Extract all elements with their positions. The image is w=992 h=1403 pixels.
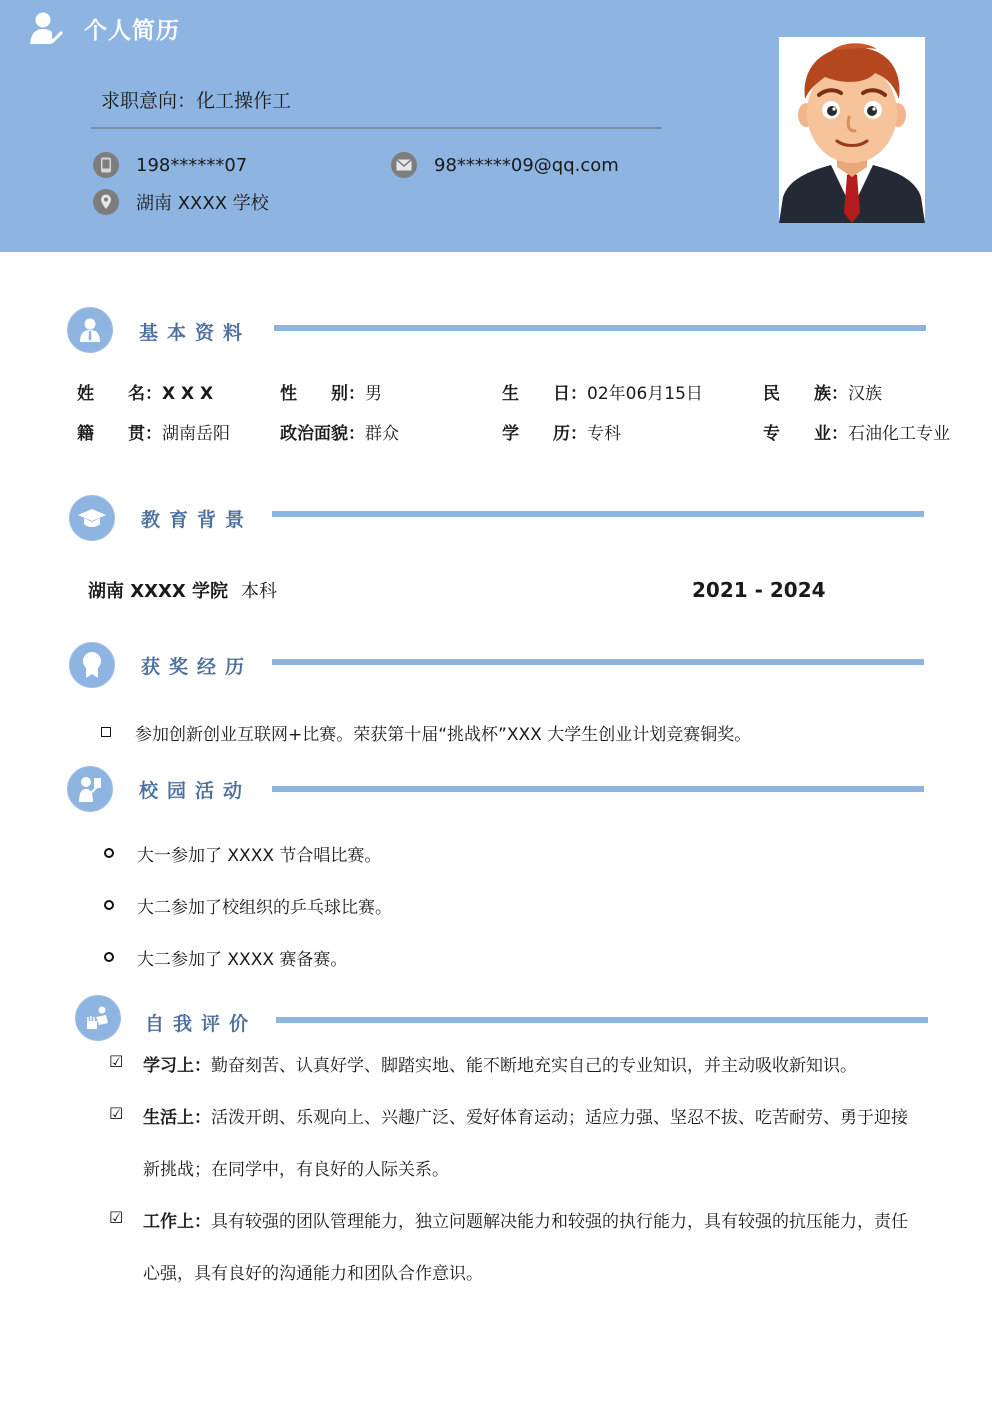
phone-icon xyxy=(93,152,119,178)
location-row xyxy=(93,189,269,215)
resume-title: 个人简历 xyxy=(84,17,180,44)
self-eval-label: 学习上： xyxy=(143,1056,211,1076)
info-label: 学 历： xyxy=(502,424,587,444)
info-value: 石油化工专业 xyxy=(848,424,950,444)
info-ethnicity xyxy=(763,379,882,404)
info-value: X X X xyxy=(162,384,214,404)
self-eval-item xyxy=(143,1103,908,1128)
basic-info-divider xyxy=(274,325,926,331)
profile-photo xyxy=(779,37,925,223)
info-label: 民 族： xyxy=(763,384,848,404)
info-label: 政治面貌： xyxy=(280,424,365,444)
circle-bullet xyxy=(104,848,114,858)
info-value: 湖南岳阳 xyxy=(162,424,230,444)
info-label: 性 别： xyxy=(280,384,365,404)
objective-divider xyxy=(91,127,662,129)
location-pin-icon xyxy=(93,189,119,215)
education-title: 教育背景 xyxy=(141,509,254,531)
job-objective: 求职意向：化工操作工 xyxy=(101,90,292,112)
self-eval-divider xyxy=(276,1017,928,1023)
info-value: 群众 xyxy=(365,424,399,444)
email-address: 98******09@qq.com xyxy=(434,154,619,176)
self-eval-label: 生活上： xyxy=(143,1108,211,1128)
basic-info-title: 基本资料 xyxy=(139,322,252,344)
info-hometown xyxy=(77,419,230,444)
info-label: 籍 贯： xyxy=(77,424,162,444)
info-education-level xyxy=(502,419,621,444)
awards-icon xyxy=(69,642,115,688)
campus-item: 大二参加了 XXXX 赛备赛。 xyxy=(137,950,348,970)
circle-bullet xyxy=(104,952,114,962)
brand xyxy=(28,10,180,46)
awards-divider xyxy=(272,659,924,665)
school-name: 湖南 XXXX 学院 xyxy=(88,581,229,602)
campus-item: 大一参加了 XXXX 节合唱比赛。 xyxy=(137,846,382,866)
self-eval-item xyxy=(143,1051,857,1076)
info-value: 02年06月15日 xyxy=(587,384,703,404)
info-value: 男 xyxy=(365,384,382,404)
self-eval-text: 活泼开朗、乐观向上、兴趣广泛、爱好体育运动；适应力强、坚忍不拔、吃苦耐劳、勇于迎接 xyxy=(211,1108,908,1128)
square-bullet xyxy=(101,727,111,737)
phone-number: 198******07 xyxy=(136,154,248,176)
info-label: 生 日： xyxy=(502,384,587,404)
basic-info-icon xyxy=(67,307,113,353)
email-row xyxy=(391,152,619,178)
info-name xyxy=(77,379,213,404)
info-political xyxy=(280,419,399,444)
education-years: 2021 - 2024 xyxy=(692,578,826,602)
self-eval-item xyxy=(143,1207,908,1232)
education-divider xyxy=(272,511,924,517)
degree: 本科 xyxy=(241,581,277,602)
info-label: 姓 名： xyxy=(77,384,162,404)
self-eval-continuation: 新挑战；在同学中，有良好的人际关系。 xyxy=(143,1160,449,1180)
self-eval-text: 具有较强的团队管理能力，独立问题解决能力和较强的执行能力，具有较强的抗压能力，责任 xyxy=(211,1212,908,1232)
user-check-icon xyxy=(28,10,64,46)
info-label: 专 业： xyxy=(763,424,848,444)
campus-icon xyxy=(67,766,113,812)
phone-row xyxy=(93,152,247,178)
self-eval-continuation: 心强，具有良好的沟通能力和团队合作意识。 xyxy=(143,1264,483,1284)
self-eval-title: 自我评价 xyxy=(145,1013,258,1035)
self-eval-label: 工作上： xyxy=(143,1212,211,1232)
self-eval-icon xyxy=(75,995,121,1041)
campus-divider xyxy=(272,786,924,792)
self-eval-text: 勤奋刻苦、认真好学、脚踏实地、能不断地充实自己的专业知识，并主动吸收新知识。 xyxy=(211,1056,857,1076)
info-birthday xyxy=(502,379,703,404)
info-value: 汉族 xyxy=(848,384,882,404)
campus-title: 校园活动 xyxy=(139,780,252,802)
avatar-illustration xyxy=(779,37,925,223)
location-text: 湖南 XXXX 学校 xyxy=(136,193,269,214)
campus-item: 大二参加了校组织的乒乓球比赛。 xyxy=(137,898,392,918)
info-value: 专科 xyxy=(587,424,621,444)
mail-icon xyxy=(391,152,417,178)
award-item: 参加创新创业互联网+比赛。荣获第十届“挑战杯”XXX 大学生创业计划竞赛铜奖。 xyxy=(135,725,752,745)
info-major xyxy=(763,419,950,444)
circle-bullet xyxy=(104,900,114,910)
checkbox-icon: ☑ xyxy=(109,1208,124,1227)
checkbox-icon: ☑ xyxy=(109,1052,124,1071)
checkbox-icon: ☑ xyxy=(109,1104,124,1123)
awards-title: 获奖经历 xyxy=(141,656,254,678)
info-gender xyxy=(280,379,382,404)
education-icon xyxy=(69,495,115,541)
header-band xyxy=(0,0,992,252)
